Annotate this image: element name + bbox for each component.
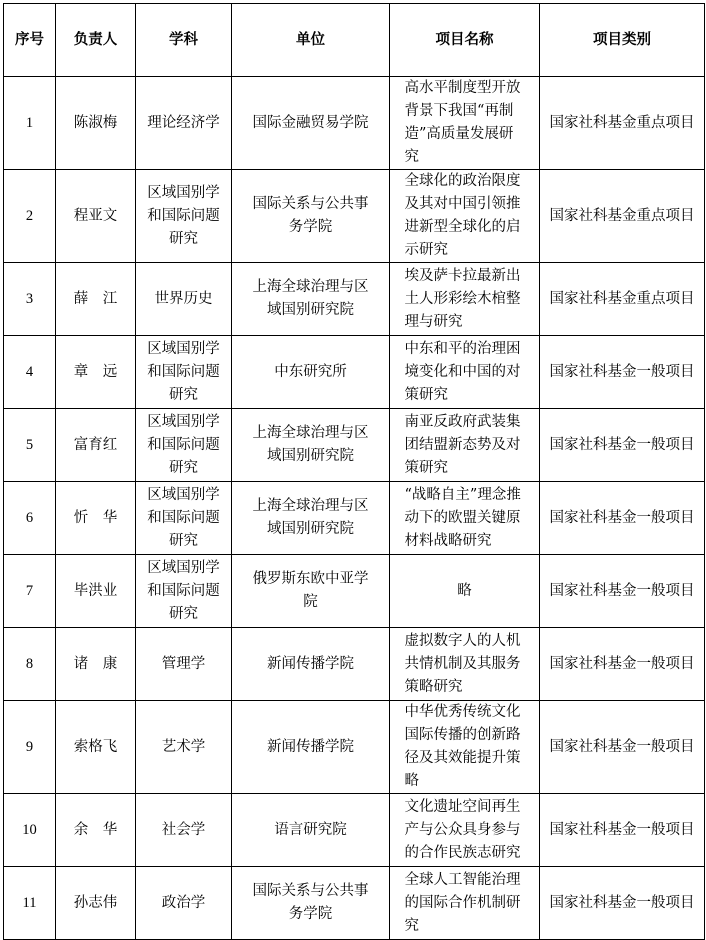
cell-no: 5 [4, 409, 56, 482]
cell-project: 文化遗址空间再生 产与公众具身参与 的合作民族志研究 [390, 794, 540, 867]
cell-discipline: 艺术学 [136, 701, 232, 794]
cell-project: 中华优秀传统文化 国际传播的创新路 径及其效能提升策 略 [390, 701, 540, 794]
cell-no: 11 [4, 867, 56, 940]
header-discipline: 学科 [136, 4, 232, 77]
cell-unit: 俄罗斯东欧中亚学 院 [232, 555, 390, 628]
cell-no: 4 [4, 336, 56, 409]
cell-no: 1 [4, 77, 56, 170]
cell-project: 中东和平的治理困 境变化和中国的对 策研究 [390, 336, 540, 409]
cell-category: 国家社科基金一般项目 [540, 409, 705, 482]
cell-unit: 国际关系与公共事 务学院 [232, 170, 390, 263]
cell-leader: 索格飞 [56, 701, 136, 794]
cell-project: 全球人工智能治理 的国际合作机制研 究 [390, 867, 540, 940]
cell-no: 8 [4, 628, 56, 701]
cell-leader: 孙志伟 [56, 867, 136, 940]
cell-category: 国家社科基金重点项目 [540, 263, 705, 336]
cell-discipline: 社会学 [136, 794, 232, 867]
cell-unit: 新闻传播学院 [232, 628, 390, 701]
table-row [4, 170, 705, 263]
table-row [4, 409, 705, 482]
table-row [4, 77, 705, 170]
header-no: 序号 [4, 4, 56, 77]
cell-project: 略 [390, 555, 540, 628]
cell-project: “战略自主”理念推 动下的欧盟关键原 材料战略研究 [390, 482, 540, 555]
cell-unit: 中东研究所 [232, 336, 390, 409]
cell-unit: 语言研究院 [232, 794, 390, 867]
cell-category: 国家社科基金一般项目 [540, 336, 705, 409]
cell-discipline: 政治学 [136, 867, 232, 940]
cell-leader: 诸 康 [56, 628, 136, 701]
cell-leader: 毕洪业 [56, 555, 136, 628]
cell-leader: 程亚文 [56, 170, 136, 263]
projects-table [3, 3, 705, 940]
header-category: 项目类别 [540, 4, 705, 77]
cell-category: 国家社科基金一般项目 [540, 701, 705, 794]
cell-unit: 上海全球治理与区 域国别研究院 [232, 482, 390, 555]
header-row [4, 4, 705, 77]
cell-discipline: 区域国别学 和国际问题 研究 [136, 336, 232, 409]
cell-category: 国家社科基金一般项目 [540, 794, 705, 867]
cell-no: 7 [4, 555, 56, 628]
cell-unit: 国际关系与公共事 务学院 [232, 867, 390, 940]
cell-leader: 富育红 [56, 409, 136, 482]
cell-category: 国家社科基金一般项目 [540, 628, 705, 701]
table-body [4, 77, 705, 940]
cell-project: 南亚反政府武装集 团结盟新态势及对 策研究 [390, 409, 540, 482]
cell-no: 9 [4, 701, 56, 794]
table-row [4, 867, 705, 940]
cell-discipline: 管理学 [136, 628, 232, 701]
cell-category: 国家社科基金一般项目 [540, 555, 705, 628]
cell-no: 10 [4, 794, 56, 867]
cell-discipline: 区域国别学 和国际问题 研究 [136, 555, 232, 628]
cell-category: 国家社科基金重点项目 [540, 170, 705, 263]
cell-unit: 国际金融贸易学院 [232, 77, 390, 170]
cell-discipline: 区域国别学 和国际问题 研究 [136, 409, 232, 482]
cell-leader: 薛 江 [56, 263, 136, 336]
cell-no: 2 [4, 170, 56, 263]
header-leader: 负责人 [56, 4, 136, 77]
cell-leader: 忻 华 [56, 482, 136, 555]
table-row [4, 263, 705, 336]
cell-category: 国家社科基金一般项目 [540, 482, 705, 555]
cell-discipline: 世界历史 [136, 263, 232, 336]
cell-unit: 上海全球治理与区 域国别研究院 [232, 409, 390, 482]
cell-discipline: 区域国别学 和国际问题 研究 [136, 170, 232, 263]
cell-unit: 新闻传播学院 [232, 701, 390, 794]
cell-category: 国家社科基金一般项目 [540, 867, 705, 940]
cell-discipline: 区域国别学 和国际问题 研究 [136, 482, 232, 555]
cell-category: 国家社科基金重点项目 [540, 77, 705, 170]
header-unit: 单位 [232, 4, 390, 77]
cell-project: 埃及萨卡拉最新出 土人形彩绘木棺整 理与研究 [390, 263, 540, 336]
cell-unit: 上海全球治理与区 域国别研究院 [232, 263, 390, 336]
table-row [4, 794, 705, 867]
cell-leader: 余 华 [56, 794, 136, 867]
table-row [4, 628, 705, 701]
cell-discipline: 理论经济学 [136, 77, 232, 170]
header-project: 项目名称 [390, 4, 540, 77]
cell-project: 高水平制度型开放 背景下我国“再制 造”高质量发展研究 [390, 77, 540, 170]
cell-project: 虚拟数字人的人机 共情机制及其服务 策略研究 [390, 628, 540, 701]
cell-leader: 章 远 [56, 336, 136, 409]
table-row [4, 701, 705, 794]
table-row [4, 336, 705, 409]
cell-no: 6 [4, 482, 56, 555]
table-row [4, 555, 705, 628]
table-row [4, 482, 705, 555]
cell-project: 全球化的政治限度 及其对中国引领推 进新型全球化的启 示研究 [390, 170, 540, 263]
cell-no: 3 [4, 263, 56, 336]
cell-leader: 陈淑梅 [56, 77, 136, 170]
